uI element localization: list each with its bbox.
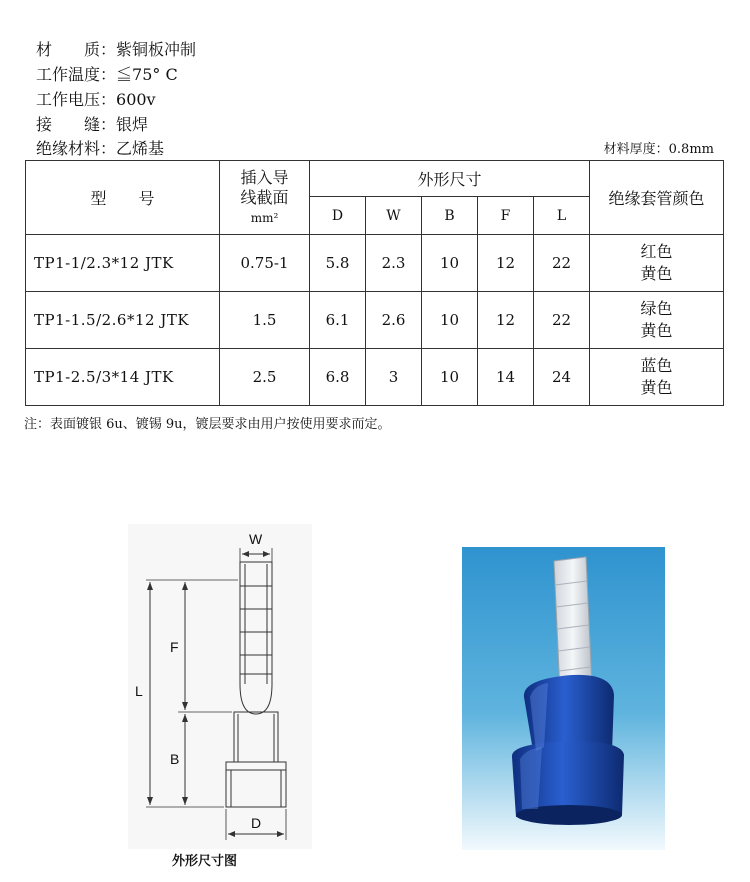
spec-label: 工作电压： (36, 90, 117, 109)
product-photo (462, 547, 665, 850)
cell-d: 5.8 (310, 235, 366, 292)
plating-note: 注：表面镀银 6u、镀锡 9u，镀层要求由用户按使用要求而定。 (24, 417, 391, 432)
spec-label: 工作温度： (36, 65, 117, 84)
label-l: L (135, 683, 143, 699)
cell-l: 22 (534, 235, 590, 292)
spec-insulation (36, 139, 164, 159)
spec-value: ≦75° C (116, 65, 178, 84)
cell-b: 10 (422, 235, 478, 292)
spec-voltage (36, 90, 156, 110)
color-primary: 绿色 (640, 299, 673, 318)
color-primary: 红色 (640, 242, 673, 261)
spec-seam (36, 115, 148, 135)
color-secondary: 黄色 (640, 264, 673, 283)
cell-section: 2.5 (220, 349, 310, 406)
cell-colors (590, 349, 724, 406)
header-section-line2: 线截面 (240, 187, 289, 207)
cell-d: 6.8 (310, 349, 366, 406)
cell-model: TP1-1.5/2.6*12 JTK (26, 292, 220, 349)
material-thickness: 材料厚度：0.8mm (603, 142, 714, 157)
cell-d: 6.1 (310, 292, 366, 349)
cell-section: 0.75-1 (220, 235, 310, 292)
spec-table (25, 160, 724, 406)
label-b: B (170, 751, 180, 767)
header-dimensions: 外形尺寸 (310, 161, 590, 197)
header-dim-f: F (478, 197, 534, 235)
spec-temperature (36, 65, 178, 85)
table-row (26, 235, 724, 292)
table-row (26, 292, 724, 349)
spec-label: 材 质： (36, 40, 117, 59)
cell-model: TP1-2.5/3*14 JTK (26, 349, 220, 406)
color-primary: 蓝色 (640, 356, 673, 375)
cell-w: 2.6 (366, 292, 422, 349)
header-dim-b: B (422, 197, 478, 235)
header-dim-d: D (310, 197, 366, 235)
diagram-caption: 外形尺寸图 (172, 854, 238, 869)
label-f: F (170, 639, 179, 655)
header-section (220, 161, 310, 235)
cell-section: 1.5 (220, 292, 310, 349)
dimension-drawing (128, 524, 312, 849)
cell-w: 2.3 (366, 235, 422, 292)
cell-b: 10 (422, 292, 478, 349)
header-insulation-color: 绝缘套管颜色 (590, 161, 724, 235)
pin-blade (554, 557, 592, 693)
spec-label: 绝缘材料： (36, 139, 117, 158)
cell-l: 24 (534, 349, 590, 406)
color-secondary: 黄色 (640, 378, 673, 397)
label-d: D (251, 815, 262, 831)
cell-f: 12 (478, 235, 534, 292)
spec-value: 600v (116, 90, 156, 109)
cell-l: 22 (534, 292, 590, 349)
dimension-diagram (128, 524, 312, 849)
cell-colors (590, 235, 724, 292)
cell-f: 12 (478, 292, 534, 349)
spec-label: 接 缝： (36, 115, 117, 134)
header-model: 型 号 (26, 161, 220, 235)
cell-model: TP1-1/2.3*12 JTK (26, 235, 220, 292)
sleeve-upper-outline (234, 712, 278, 762)
color-secondary: 黄色 (640, 321, 673, 340)
insulation-sleeve (512, 675, 624, 825)
cell-b: 10 (422, 349, 478, 406)
header-dim-w: W (366, 197, 422, 235)
header-section-line1: 插入导 (240, 167, 289, 187)
spec-value: 紫铜板冲制 (116, 40, 197, 59)
label-w: W (249, 531, 263, 547)
cell-colors (590, 292, 724, 349)
cell-f: 14 (478, 349, 534, 406)
spec-material (36, 40, 196, 60)
spec-value: 银焊 (116, 115, 149, 134)
spec-value: 乙烯基 (116, 139, 165, 158)
header-dim-l: L (534, 197, 590, 235)
table-row (26, 349, 724, 406)
sleeve-lower-outline (226, 762, 286, 807)
pin-terminal-image (462, 547, 665, 850)
header-section-unit: mm² (250, 210, 279, 225)
cell-w: 3 (366, 349, 422, 406)
